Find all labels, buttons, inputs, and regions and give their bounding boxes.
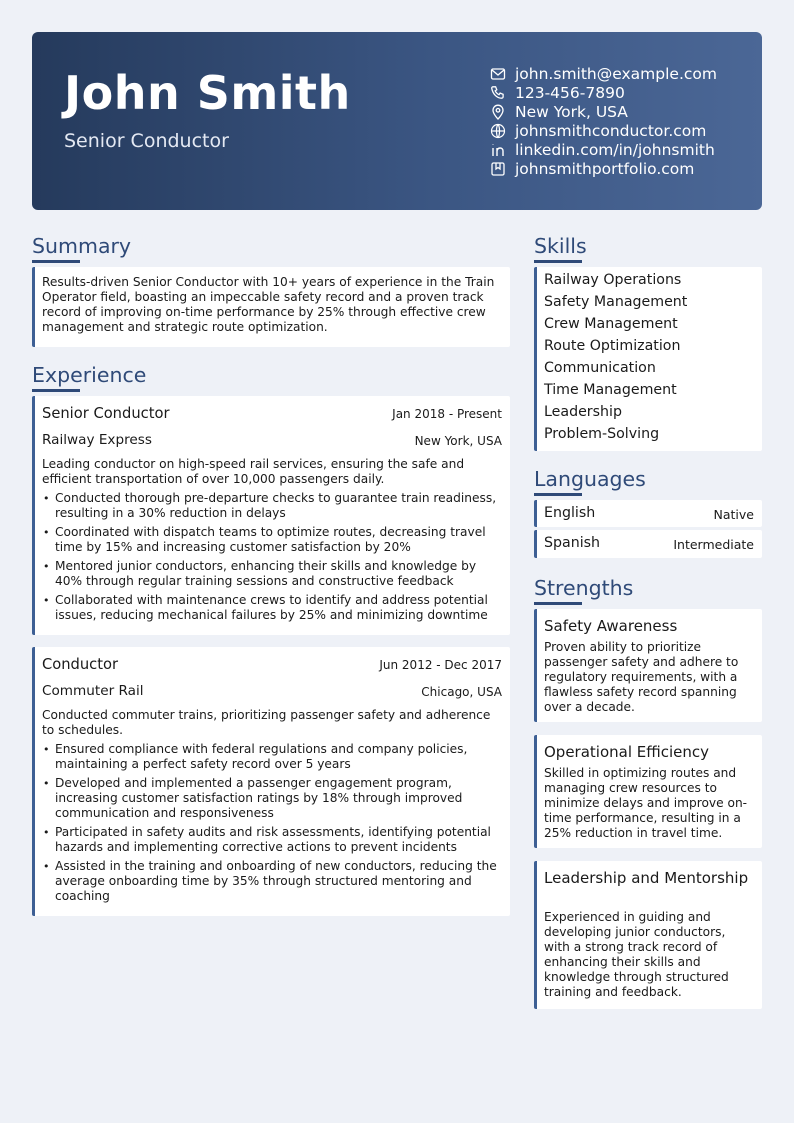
location-pin-icon [490, 104, 506, 120]
contact-phone[interactable] [490, 83, 717, 102]
job-dates: Jun 2012 - Dec 2017 [379, 658, 502, 672]
strength-title: Leadership and Mentorship [544, 869, 749, 887]
job-bullet-list [42, 742, 502, 908]
skill-item: Time Management [544, 382, 677, 398]
strength-card [534, 735, 762, 848]
skill-item: Communication [544, 360, 656, 376]
mail-icon [490, 66, 506, 82]
language-name: English [544, 505, 596, 521]
contact-list [490, 64, 717, 178]
portfolio-icon [490, 161, 506, 177]
job-bullet: • Conducted thorough pre-departure checks to guarantee train readiness, resulting in a 30% reduction in delays [42, 491, 502, 521]
phone-icon [490, 85, 506, 101]
contact-website[interactable] [490, 121, 717, 140]
strengths-heading-rule [534, 602, 582, 605]
job-card [32, 396, 510, 635]
job-title: Conductor [42, 656, 119, 673]
job-dates: Jan 2018 - Present [392, 407, 502, 421]
job-card [32, 647, 510, 916]
language-level: Intermediate [673, 537, 754, 552]
skill-item: Safety Management [544, 294, 688, 310]
job-bullet: • Ensured compliance with federal regulations and company policies, maintaining a perfect safety record over 5 years [42, 742, 502, 772]
strengths-heading: Strengths [534, 576, 634, 600]
languages-heading: Languages [534, 467, 646, 491]
job-bullet: • Collaborated with maintenance crews to identify and address potential issues, reducing mechanical failures by 25% and minimizing downtime [42, 593, 502, 623]
contact-website-text: johnsmithconductor.com [515, 121, 707, 140]
job-location: New York, USA [414, 434, 502, 448]
skill-item: Railway Operations [544, 272, 682, 288]
skill-item: Problem-Solving [544, 426, 660, 442]
job-bullet: • Participated in safety audits and risk assessments, identifying potential hazards and implementing corrective actions to prevent incidents [42, 825, 502, 855]
language-row [534, 500, 762, 527]
resume-header [32, 32, 762, 210]
globe-icon [490, 123, 506, 139]
linkedin-icon [490, 142, 506, 158]
skill-item: Leadership [544, 404, 622, 420]
job-bullet-list [42, 491, 502, 627]
job-location: Chicago, USA [421, 685, 502, 699]
strength-title: Safety Awareness [544, 617, 678, 635]
skills-heading-rule [534, 260, 582, 263]
strength-text: Experienced in guiding and developing junior conductors, with a strong track record of enhancing their skills and knowledge through structured training and feedback. [544, 910, 729, 999]
languages-heading-rule [534, 493, 582, 496]
job-bullet: • Mentored junior conductors, enhancing their skills and knowledge by 40% through regular training sessions and constructive feedback [42, 559, 502, 589]
contact-phone-text: 123-456-7890 [515, 83, 625, 102]
summary-text: Results-driven Senior Conductor with 10+ years of experience in the Train Operator field, boasting an impeccable safety record and a proven track record of improving on-time performance by 25% through effective crew management and strategic route optimization. [42, 275, 495, 334]
experience-heading: Experience [32, 363, 147, 387]
contact-portfolio[interactable] [490, 159, 717, 178]
job-description: Leading conductor on high-speed rail services, ensuring the safe and efficient transportation of over 10,000 passengers daily. [42, 457, 465, 486]
contact-email-text: john.smith@example.com [515, 64, 717, 83]
strength-card [534, 861, 762, 1009]
contact-email[interactable] [490, 64, 717, 83]
contact-location [490, 102, 717, 121]
job-bullet: • Developed and implemented a passenger engagement program, increasing customer satisfaction ratings by 18% through improved communication and responsiveness [42, 776, 502, 821]
skill-item: Crew Management [544, 316, 678, 332]
summary-card [32, 267, 510, 347]
candidate-role: Senior Conductor [64, 130, 229, 152]
contact-linkedin-text: linkedin.com/in/johnsmith [515, 140, 715, 159]
contact-location-text: New York, USA [515, 102, 628, 121]
skills-card [534, 267, 762, 451]
skill-item: Route Optimization [544, 338, 681, 354]
job-bullet: • Coordinated with dispatch teams to optimize routes, decreasing travel time by 15% and increasing customer satisfaction by 20% [42, 525, 502, 555]
strength-text: Skilled in optimizing routes and managing crew resources to minimize delays and improve on-time performance, resulting in a 25% reduction in travel time. [544, 766, 748, 840]
language-level: Native [713, 507, 754, 522]
candidate-name: John Smith [64, 66, 351, 120]
job-company: Railway Express [42, 432, 152, 448]
strength-title: Operational Efficiency [544, 743, 710, 761]
job-title: Senior Conductor [42, 405, 170, 422]
language-row [534, 530, 762, 558]
summary-heading: Summary [32, 234, 132, 258]
strength-text: Proven ability to prioritize passenger safety and adhere to regulatory requirements, with a flawless safety record spanning over a decade. [544, 640, 739, 714]
job-bullet: • Assisted in the training and onboarding of new conductors, reducing the average onboarding time by 35% through structured mentoring and coaching [42, 859, 502, 904]
skills-heading: Skills [534, 234, 587, 258]
language-name: Spanish [544, 535, 601, 551]
job-description: Conducted commuter trains, prioritizing passenger safety and adherence to schedules. [42, 708, 491, 737]
experience-heading-rule [32, 389, 80, 392]
contact-portfolio-text: johnsmithportfolio.com [515, 159, 695, 178]
job-company: Commuter Rail [42, 683, 144, 699]
summary-heading-rule [32, 260, 80, 263]
contact-linkedin[interactable] [490, 140, 717, 159]
strength-card [534, 609, 762, 722]
